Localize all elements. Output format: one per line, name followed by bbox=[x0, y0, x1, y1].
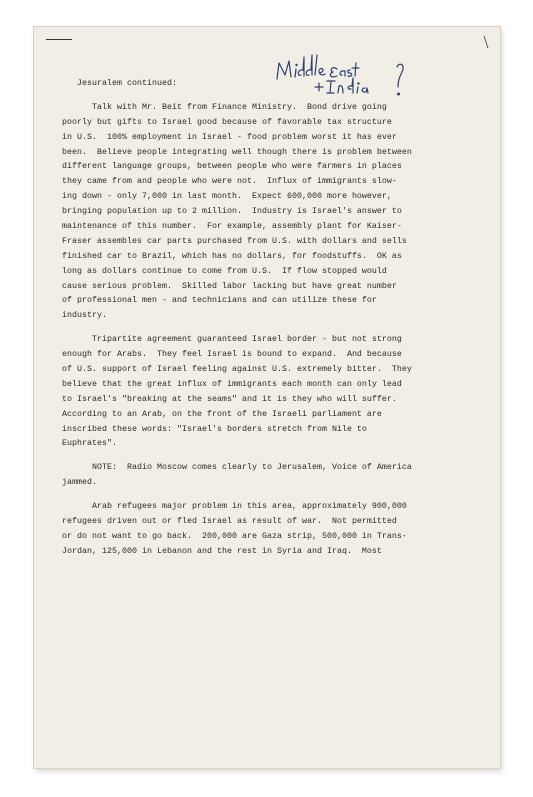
text-line: maintenance of this number. For example, assembly plant for Kaiser- bbox=[62, 222, 402, 232]
text-line: in U.S. 100% employment in Israel - food problem worst it has ever bbox=[62, 132, 397, 142]
text-line: jammed. bbox=[62, 478, 97, 488]
text-line: cause serious problem. Skilled labor lacking but have great number bbox=[62, 281, 397, 291]
text-line: Talk with Mr. Beit from Finance Ministry. Bond drive going bbox=[62, 102, 387, 112]
text-line: industry. bbox=[62, 311, 107, 321]
text-line: enough for Arabs. They feel Israel is bound to expand. And because bbox=[62, 350, 402, 360]
fold-mark bbox=[46, 39, 72, 40]
text-line: long as dollars continue to come from U.S. If flow stopped would bbox=[62, 266, 387, 276]
text-line: According to an Arab, on the front of the Israeli parliament are bbox=[62, 409, 382, 419]
text-line: poorly but gifts to Israel good because of favorable tax structure bbox=[62, 117, 392, 127]
text-line: NOTE: Radio Moscow comes clearly to Jerusalem, Voice of America bbox=[62, 463, 412, 473]
blank-line bbox=[62, 324, 442, 333]
text-line: believe that the great influx of immigrants each month can only lead bbox=[62, 379, 402, 389]
text-line: finished car to Brazil, which has no dollars, for foodstuffs. OK as bbox=[62, 251, 402, 261]
text-line: Tripartite agreement guaranteed Israel border - but not strong bbox=[62, 335, 402, 345]
text-line: of professional men - and technicians and can utilize these for bbox=[62, 296, 377, 306]
text-line: different language groups, between people who were farmers in places bbox=[62, 162, 402, 172]
text-line: or do not want to go back. 200,000 are Gaza strip, 500,000 in Trans- bbox=[62, 531, 407, 541]
pin-mark bbox=[482, 35, 490, 49]
blank-line bbox=[62, 452, 442, 461]
text-line: of U.S. support of Israel feeling against U.S. extremely bitter. They bbox=[62, 365, 412, 375]
text-line: refugees driven out or fled Israel as result of war. Not permitted bbox=[62, 517, 397, 527]
text-line: bringing population up to 2 million. Industry is Israel's answer to bbox=[62, 207, 402, 217]
text-line: Fraser assembles car parts purchased from U.S. with dollars and sells bbox=[62, 236, 407, 246]
text-line: Arab refugees major problem in this area, approximately 900,000 bbox=[62, 502, 407, 512]
text-line: to Israel's "breaking at the seams" and it is they who will suffer. bbox=[62, 394, 397, 404]
blank-line bbox=[62, 92, 442, 101]
text-line: been. Believe people integrating well though there is problem between bbox=[62, 147, 412, 157]
text-line: ing down - only 7,000 in last month. Expect 600,000 more however, bbox=[62, 192, 392, 202]
text-line: Jordan, 125,000 in Lebanon and the rest in Syria and Iraq. Most bbox=[62, 546, 382, 556]
typed-text-body bbox=[62, 77, 442, 560]
text-line: inscribed these words: "Israel's borders stretch from Nile to bbox=[62, 424, 367, 434]
text-line: they came from and people who were not. Influx of immigrants slow- bbox=[62, 177, 397, 187]
blank-line bbox=[62, 491, 442, 500]
text-line: Jesuralem continued: bbox=[62, 79, 177, 88]
text-line: Euphrates". bbox=[62, 439, 117, 449]
